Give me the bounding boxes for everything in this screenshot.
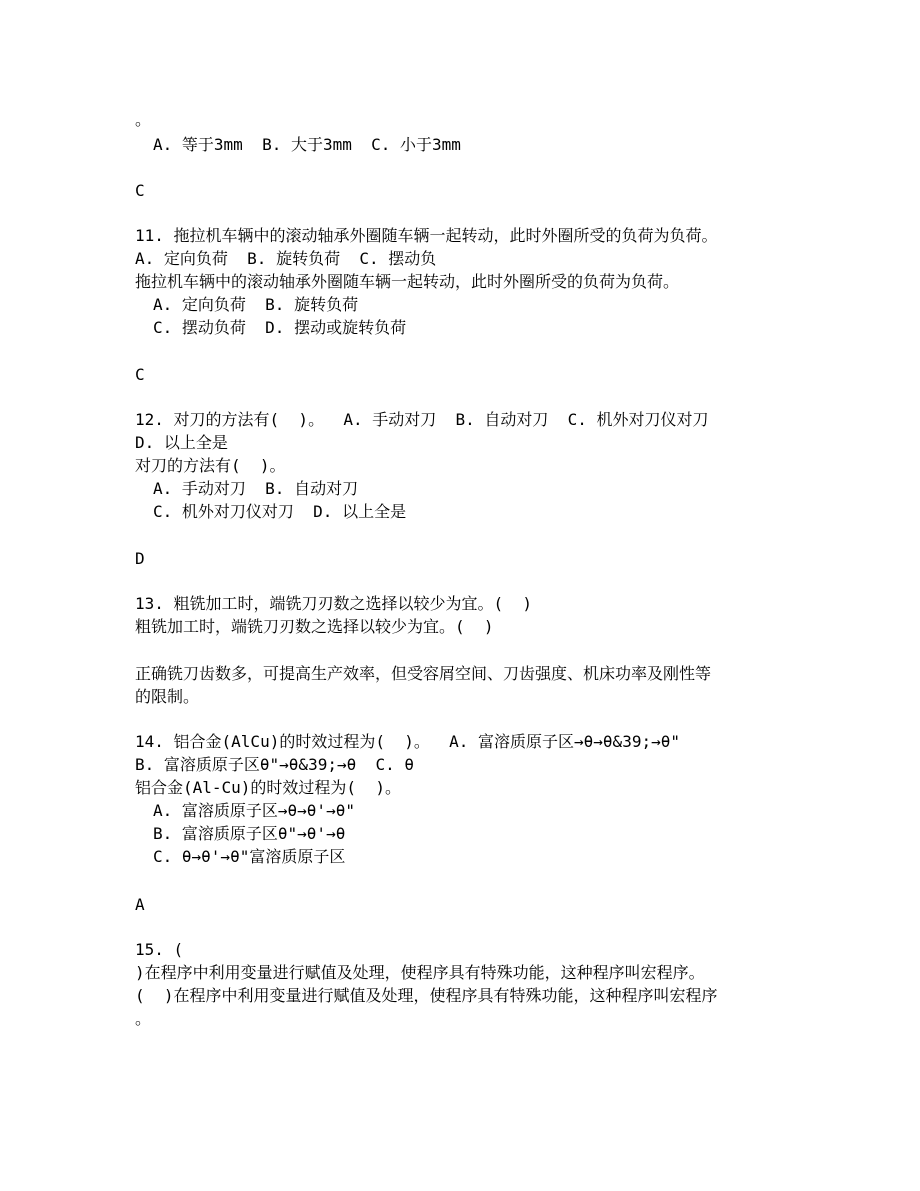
- answer-line: C: [135, 365, 145, 384]
- text-line: B. 富溶质原子区θ"→θ'→θ: [153, 824, 346, 843]
- text-line: A. 定向负荷 B. 旋转负荷 C. 摆动负: [135, 249, 437, 268]
- text-line: C. 机外对刀仪对刀 D. 以上全是: [153, 502, 407, 521]
- text-line: 。: [135, 1009, 152, 1028]
- question-line: 14. 铝合金(AlCu)的时效过程为( )。 A. 富溶质原子区→θ→θ&39;→θ": [135, 732, 680, 751]
- text-line: 的限制。: [135, 687, 200, 706]
- text-line: )在程序中利用变量进行赋值及处理，使程序具有特殊功能，这种程序叫宏程序。: [135, 963, 705, 982]
- text-line: 拖拉机车辆中的滚动轴承外圈随车辆一起转动，此时外圈所受的负荷为负荷。: [135, 272, 680, 291]
- text-line: A. 富溶质原子区→θ→θ'→θ": [153, 801, 355, 820]
- answer-line: D: [135, 549, 145, 568]
- text-line: 正确铣刀齿数多，可提高生产效率，但受容屑空间、刀齿强度、机床功率及刚性等: [135, 664, 712, 683]
- question-line: 12. 对刀的方法有( )。 A. 手动对刀 B. 自动对刀 C. 机外对刀仪对刀: [135, 410, 709, 429]
- question-line: 13. 粗铣加工时，端铣刀刃数之选择以较少为宜。( ): [135, 594, 533, 613]
- answer-line: C: [135, 181, 145, 200]
- answer-line: A: [135, 895, 145, 914]
- text-line: D. 以上全是: [135, 433, 228, 452]
- text-line: A. 定向负荷 B. 旋转负荷: [153, 295, 359, 314]
- question-line: 11. 拖拉机车辆中的滚动轴承外圈随车辆一起转动，此时外圈所受的负荷为负荷。: [135, 226, 718, 245]
- text-line: 。: [135, 110, 152, 129]
- text-line: ( )在程序中利用变量进行赋值及处理，使程序具有特殊功能，这种程序叫宏程序: [135, 986, 718, 1005]
- text-line: B. 富溶质原子区θ"→θ&39;→θ C. θ: [135, 755, 415, 774]
- text-line: 对刀的方法有( )。: [135, 456, 286, 475]
- text-line: C. 摆动负荷 D. 摆动或旋转负荷: [153, 318, 407, 337]
- text-line: C. θ→θ'→θ"富溶质原子区: [153, 847, 346, 866]
- question-line: 15. (: [135, 940, 184, 959]
- text-line: A. 手动对刀 B. 自动对刀: [153, 479, 359, 498]
- text-line: 粗铣加工时，端铣刀刃数之选择以较少为宜。( ): [135, 617, 494, 636]
- text-line: 铝合金(Al-Cu)的时效过程为( )。: [135, 778, 401, 797]
- text-line: A. 等于3mm B. 大于3mm C. 小于3mm: [153, 135, 461, 154]
